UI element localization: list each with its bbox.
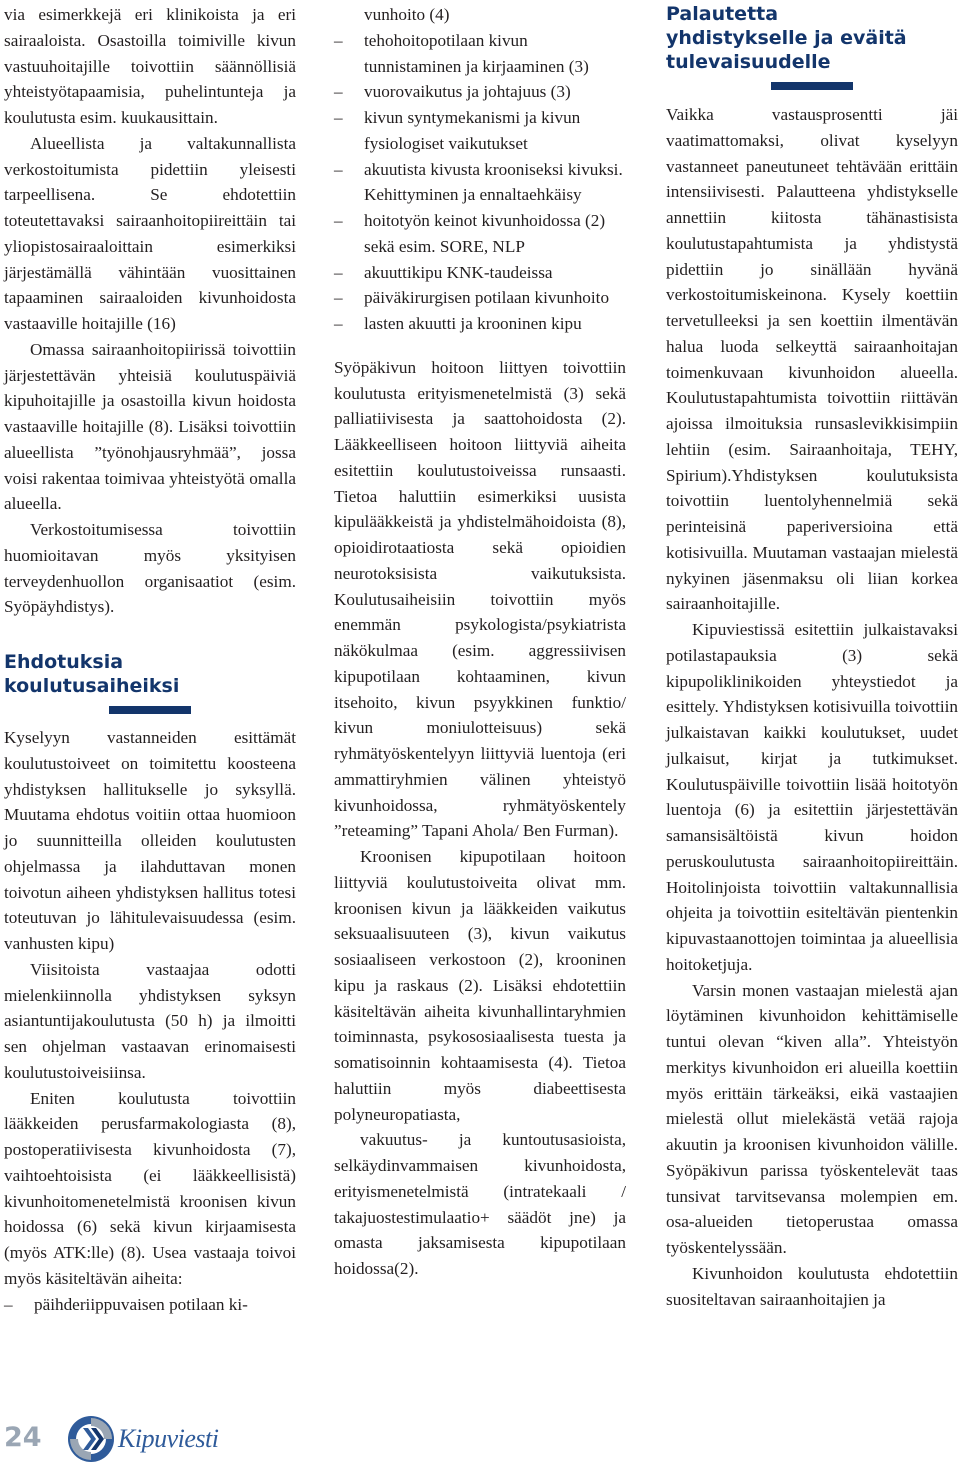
section-heading-palautetta [666,2,958,90]
paragraph: Alueellista ja valtakunnallista verkostoitumista pidettiin yleisesti tarpeellisena. Se ehdotettiin toteutettavaksi sairaanhoitopiireittäin tai yliopistosairaaloittain esimerkiksi järjestämällä vähintään vuosittainen tapaaminen sairaaloiden kivunhoidosta vastaaville hoitajille (16) [4,133,296,333]
list-item-text: päiväkirurgisen potilaan kivunhoito [364,288,610,308]
kipuviesti-logo-icon [66,1414,116,1464]
list-item [334,28,626,80]
list-item [334,285,626,311]
list-item [334,157,626,209]
paragraph: Omassa sairaanhoitopiirissä toivottiin järjestettävän yhteisiä koulutuspäiviä kipuhoitajille ja osastoilla kivun hoidosta vastaaville hoitajille (8). Lisäksi toivottiin alueellista ”työnohjausryhmää”, jossa voisi rakentaa toimivaa yhteistyötä omalla alueella. [4,339,296,514]
paragraph: via esimerkkejä eri klinikoista ja eri sairaaloista. Osastoilla toimiville kivun vastuuhoitajille toivottiin säännöllisiä yhteistyötapaamisia, puhelintunteja ja koulutusta esim. kuukausittain. [4,5,296,127]
section-heading-koulutusaiheiksi [4,650,296,714]
list-item [334,208,626,260]
list-item-text: akuutista kivusta krooniseksi kivuksi. Kehittyminen ja ennaltaehkäisy [364,159,623,205]
paragraph: Kyselyyn vastanneiden esittämät koulutustoiveet on toimitettu koosteena yhdistyksen hallitukselle jo syksyllä. Muutama ehdotus voitiin ottaa huomioon jo suunnitteilla olleiden koulutusten ohjelmassa ja ilahduttavan monen toivotun aiheen yhdistyksen hallitus totesi toteutuvan jo lähitulevaisuudessa (esim. vanhusten kipu) [4,728,296,953]
list-item [334,311,626,337]
list-item [334,79,626,105]
paragraph: vakuutus- ja kuntoutusasioista, selkäydinvammaisen kivunhoidosta, erityismenetelmistä (intratekaali / takajuostestimulaatio+ säädöt jne) ja omasta jaksamisesta kipupotilaan hoidossa(2). [334,1130,626,1278]
paragraph: Kroonisen kipupotilaan hoitoon liittyviä koulutustoiveita olivat mm. kroonisen kivun ja lääkkeiden vaikutus seksuaalisuuteen (3), kivun vaikutus sosiaaliseen verkostoon (2), krooninen kipu ja raskaus (2). Lisäksi ehdotettiin käsiteltävän aiheita kivunhallintaryhmien toiminnasta, psykososiaalisesta tuesta ja somatisoinnin kohtaamisesta (4). Tietoa haluttiin myös diabeettisesta polyneuropatiasta, [334,847,626,1124]
list-item-text: päihderiippuvaisen potilaan ki- [34,1294,248,1314]
list-marker: – [4,1294,13,1314]
paragraph: Viisitoista vastaajaa odotti mielenkiinnolla yhdistyksen syksyn asiantuntijakoulutusta (50 h) ja ilmoitti sen ohjelman vastaavan erinomaisesti koulutustoiveisiinsa. [4,959,296,1082]
page-number: 24 [4,1422,42,1453]
topic-list [4,1292,296,1318]
list-marker: – [334,30,343,50]
list-item-text: vuorovaikutus ja johtajuus (3) [364,82,571,102]
heading-line: koulutusaiheiksi [4,675,180,697]
list-marker: – [334,211,343,230]
heading-line: yhdistykselle ja eväitä [666,27,907,49]
list-marker: – [334,314,343,333]
page-footer [0,1410,260,1467]
paragraph: Eniten koulutusta toivottiin lääkkeiden perusfarmakologiasta (8), postoperatiivisesta kivunhoidosta (7), vaihtoehtoisista (ei lääkkeellisistä) kivunhoitomenetelmistä kroonisen kivun hoidossa (6) sekä kivun kirjaamisesta (myös ATK:lle) (8). Usea vastaaja toivoi myös käsiteltävän aiheita: [4,1088,296,1288]
list-marker: – [334,82,343,102]
list-item [334,105,626,157]
list-continuation: vunhoito (4) [364,5,450,24]
topic-list [334,28,626,337]
list-marker: – [334,288,343,308]
list-item-text: hoitotyön keinot kivunhoidossa (2) sekä esim. SORE, NLP [364,211,606,256]
brand-name: Kipuviesti [118,1424,219,1453]
list-item [4,1292,296,1318]
list-item [334,260,626,286]
list-marker: – [334,262,343,282]
list-marker: – [334,108,343,127]
column-2 [334,2,626,1282]
column-1 [4,2,296,1317]
heading-line: tulevaisuudelle [666,51,831,73]
column-3 [666,2,958,1312]
paragraph: Kivunhoidon koulutusta ehdotettiin suositeltavan sairaanhoitajien ja [666,1263,958,1309]
heading-rule [771,82,853,90]
list-item-text: kivun syntymekanismi ja kivun fysiologiset vaikutukset [364,108,581,153]
paragraph: Syöpäkivun hoitoon liittyen toivottiin koulutusta erityismenetelmistä (3) sekä palliatiivisesta ja saattohoidosta (2). Lääkkeelliseen hoitoon liittyviä aiheita esitettiin koulutustoiveissa runsaasti. Tietoa haluttiin esimerkiksi uusista kipulääkkeistä ja yhdistelmähoidoista (8), opioidirotaatiosta sekä opioidien neurotoksisista vaikutuksista. Koulutusaiheisiin toivottiin myös enemmän psykologista/psykiatrista näkökulmaa (esim. aggressiivisen kipupotilaan kohtaaminen, kivun itsehoito, kivun psyykkinen funktio/ kivun moniulotteisuus) sekä ryhmätyöskentelyyn liittyviä luentoja (eri ammattiryhmien välinen yhteistyö kivunhoidossa, ryhmätyöskentely ”reteaming” Tapani Ahola/ Ben Furman). [334,357,626,841]
heading-line: Ehdotuksia [4,651,124,673]
list-marker: – [334,159,343,179]
heading-rule [109,706,191,714]
paragraph: Varsin monen vastaajan mielestä ajan löytäminen kivunhoidon kehittämiselle tuntui olevan “kiven alla”. Yhteistyön merkitys kivunhoidon eri alueilla koettiin myös erittäin tärkeäksi, eikä vastaajien mielestä ollut mielekästä vetää rajoja akuutin ja kroonisen kivunhoidon välille. Syöpäkivun parissa työskentelevät taas tunsivat tarvitsevansa molempien em. osa-alueiden tietoperustaa omassa työskentelyssään. [666,980,958,1257]
heading-line: Palautetta [666,3,779,25]
list-item-text: akuuttikipu KNK-taudeissa [364,262,553,282]
paragraph: Vaikka vastausprosentti jäi vaatimattomaksi, olivat kyselyyn vastanneet paneutuneet tehtävään erittäin intensiivisesti. Palautteena yhdistykselle annettiin kiitosta tähänastisista koulutustapahtumista ja yhdistystä pidettiin jo sinällään hyvänä verkostoitumiskeinona. Kysely koettiin tervetulleeksi ja sen koettiin ilmentävän halua luoda selkeyttä sairaanhoitajan toimenkuvaan kivunhoidon alueella. Koulutustapahtumista toivottiin riittävän ajoissa ilmoituksia runsaslevikkisimpiin lehtiin (esim. Sairaanhoitaja, TEHY, Spirium).Yhdistyksen koulutuksista toivottiin luentolyhennelmiä sekä perinteisinä paperiversioina että kotisivuilla. Muutaman vastaajan mielestä nykyinen jäsenmaksu oli liian korkea sairaanhoitajille. [666,105,958,614]
list-item-text: lasten akuutti ja krooninen kipu [364,314,582,333]
paragraph: Verkostoitumisessa toivottiin huomioitavan myös yksityisen terveydenhuollon organisaatiot (esim. Syöpäyhdistys). [4,520,296,617]
list-item-text: tehohoitopotilaan kivun tunnistaminen ja kirjaaminen (3) [364,30,589,76]
paragraph: Kipuviestissä esitettiin julkaistavaksi potilastapauksia (3) sekä kipupoliklinikoiden yhteystiedot ja esittely. Yhdistyksen kotisivuilla toivottiin julkaistavan kaikki koulutukset, uudet julkaisut, kirjat ja tutkimukset. Koulutuspäiville toivottiin lisää hoitotyön luentoja (6) ja esitettiin järjestettävän samansisältöistä kivun hoidon peruskoulutusta sairaanhoitopiireittäin. Hoitolinjoista toivottiin valtakunnallisia ohjeita ja toivottiin esiteltävän pientenkin kipuvastaanottojen toimintaa ja alueellisia hoitoketjuja. [666,620,958,974]
